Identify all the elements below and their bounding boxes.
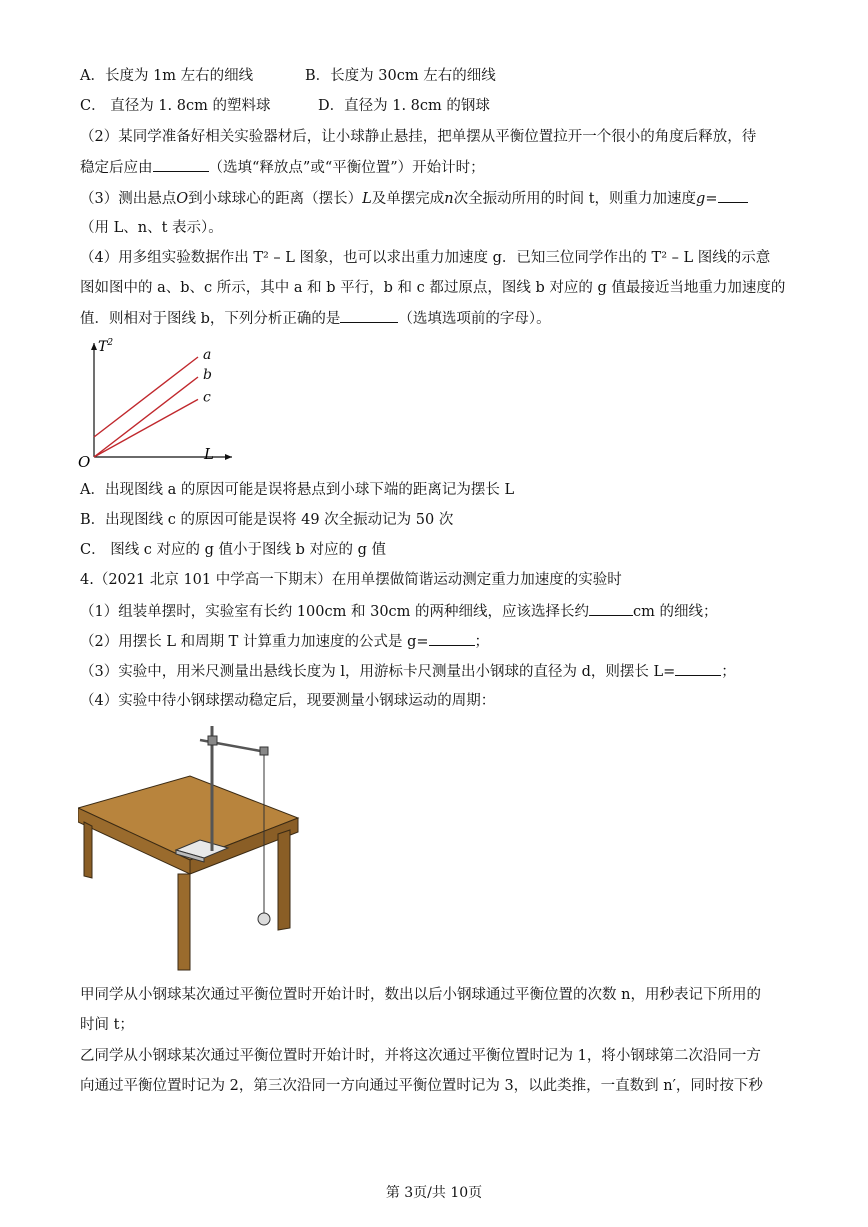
q4-part1-b: cm 的细线； [633,604,718,620]
q2-part4-line3 [80,308,551,329]
page-footer: 第 3页/共 10页 [385,1185,483,1201]
answer-blank [589,601,633,616]
answer-blank [718,188,748,203]
symbol-n: n [444,191,454,207]
series-line-b [94,377,198,457]
answer-blank [153,157,209,172]
q2-part2-line1: （2）某同学准备好相关实验器材后，让小球静止悬挂，把单摆从平衡位置拉开一个很小的角度后释放，待 [80,129,757,145]
q2-part4-line3a: 值．则相对于图线 b，下列分析正确的是 [80,311,341,327]
q4-part2-a: （2）用摆长 L 和周期 T 计算重力加速度的公式是 g= [80,634,429,650]
symbol-g: g [696,191,706,207]
y-axis-arrow [91,343,97,350]
answer-blank [675,661,721,676]
paragraph-jia-line2: 时间 t； [80,1017,134,1033]
table-leg-front [178,874,190,970]
option-d-steel-ball: D．直径为 1. 8cm 的钢球 [318,98,490,114]
table-leg-right [278,830,290,930]
q2-part2-line2a: 稳定后应由 [80,160,153,176]
t2-l-graph [74,335,234,475]
option-c-plastic-ball: C． 直径为 1. 8cm 的塑料球 [80,98,271,114]
equals-sign: = [705,191,718,207]
q2-part4-line1: （4）用多组实验数据作出 T² – L 图象，也可以求出重力加速度 g．已知三位同学作出的 T² – L 图线的示意 [80,250,771,266]
answer-blank [340,308,398,323]
paragraph-jia-line1: 甲同学从小钢球某次通过平衡位置时开始计时，数出以后小钢球通过平衡位置的次数 n，用秒表记下所用的 [80,987,761,1003]
symbol-l: L [362,191,372,207]
series-line-c [94,399,198,457]
q2-part3-line1 [80,188,748,209]
option-a-line-a: A．出现图线 a 的原因可能是误将悬点到小球下端的距离记为摆长 L [80,482,515,498]
paragraph-yi-line2: 向通过平衡位置时记为 2，第三次沿同一方向通过平衡位置时记为 3，以此类推，一直数到 n′，同时按下秒 [80,1078,763,1094]
origin-label: O [78,453,91,471]
q2-part3-text-c: 及单摆完成 [371,191,445,207]
q4-part2-b: ； [474,634,490,650]
paragraph-yi-line1: 乙同学从小钢球某次通过平衡位置时开始计时，并将这次通过平衡位置时记为 1，将小钢球第二次沿同一方 [80,1048,761,1064]
series-label-a: a [203,347,212,363]
q2-part2-line2 [80,157,485,178]
option-b-line-c: B．出现图线 c 的原因可能是误将 49 次全振动记为 50 次 [80,512,454,528]
option-a-1m-thread: A．长度为 1m 左右的细线 [80,68,254,84]
q2-part3-text-d: 次全振动所用的时间 t，则重力加速度 [453,191,697,207]
x-axis-label: L [204,445,214,463]
q4-header: 4.（2021 北京 101 中学高一下期末）在用单摆做简谐运动测定重力加速度的实验时 [80,572,622,588]
q2-part3-line2: （用 L、n、t 表示）。 [80,220,223,236]
q2-part4-line3b: （选填选项前的字母）。 [398,311,551,327]
q4-part1 [80,601,718,622]
clamp-end [260,747,268,755]
table-leg-left [84,822,92,878]
q2-part3-text-a: （3）测出悬点 [80,191,177,207]
symbol-o: O [176,191,189,207]
y-axis-label-text: T [98,339,108,355]
q4-part3 [80,661,736,682]
series-label-b: b [203,367,212,383]
q4-part2 [80,631,489,652]
pendulum-bob [258,913,270,925]
y-axis-label-sup: 2 [107,338,114,348]
option-b-30cm-thread: B．长度为 30cm 左右的细线 [305,68,496,84]
clamp [208,736,217,745]
series-label-c: c [203,389,211,406]
q4-part1-a: （1）组装单摆时，实验室有长约 100cm 和 30cm 的两种细线，应该选择长约 [80,604,590,620]
option-c-g-compare: C． 图线 c 对应的 g 值小于图线 b 对应的 g 值 [80,542,387,558]
q4-part3-b: ； [721,664,736,680]
q4-part3-a: （3）实验中，用米尺测量出悬线长度为 l，用游标卡尺测量出小钢球的直径为 d，则摆长 L= [80,664,676,680]
q2-part2-line2b: （选填“释放点”或“平衡位置”）开始计时； [208,160,485,176]
q2-part4-line2: 图如图中的 a、b、c 所示，其中 a 和 b 平行，b 和 c 都过原点，图线 b 对应的 g 值最接近当地重力加速度的 [80,280,786,296]
q2-part3-text-b: 到小球球心的距离（摆长） [188,191,363,207]
answer-blank [429,631,475,646]
pendulum-table-illustration [78,718,308,974]
series-line-a [94,357,198,437]
y-axis-label [98,338,113,355]
x-axis-arrow [225,454,232,460]
q4-part4: （4）实验中待小钢球摆动稳定后，现要测量小钢球运动的周期： [80,693,496,709]
